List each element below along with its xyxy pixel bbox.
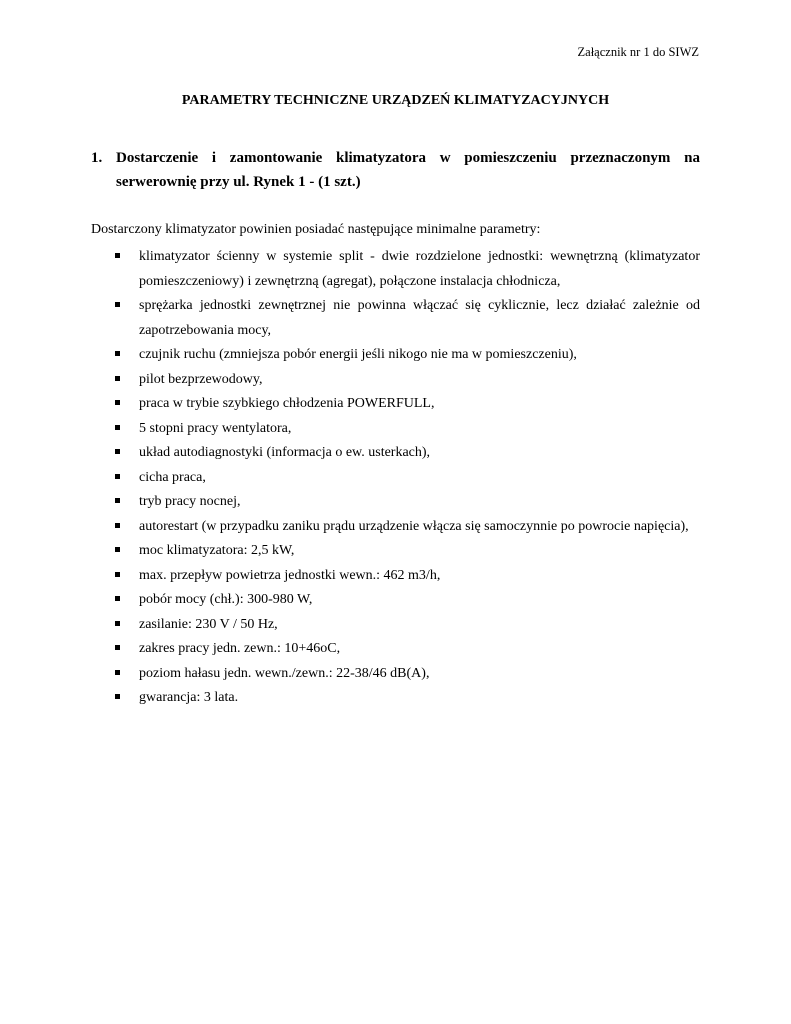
list-item-text: klimatyzator ścienny w systemie split - dwie rozdzielone jednostki: wewnętrzną (klimatyzator pomieszczeniowy) i zewnętrzną (agregat), połączone instalacja chłodnicza, [139,249,700,289]
list-item [91,368,700,393]
list-item [91,245,700,294]
square-bullet-icon [115,474,120,479]
square-bullet-icon [115,302,120,307]
list-item [91,515,700,540]
square-bullet-icon [115,596,120,601]
list-item-text: 5 stopni pracy wentylatora, [139,420,292,436]
document-title: PARAMETRY TECHNICZNE URZĄDZEŃ KLIMATYZACYJNYCH [181,93,610,108]
section-heading-text: Dostarczenie i zamontowanie klimatyzatora w pomieszczeniu przeznaczonym na serwerownię przy ul. Rynek 1 - (1 szt.) [116,150,700,190]
parameter-list [91,245,700,711]
square-bullet-icon [115,376,120,381]
section-heading [91,146,700,194]
list-item [91,392,700,417]
list-item [91,539,700,564]
list-item [91,417,700,442]
list-item [91,441,700,466]
section-number: 1. [91,150,103,166]
list-item-text: pilot bezprzewodowy, [139,371,263,387]
square-bullet-icon [115,253,120,258]
list-item-text: praca w trybie szybkiego chłodzenia POWERFULL, [139,396,435,411]
list-item-text: autorestart (w przypadku zaniku prądu urządzenie włącza się samoczynnie po powrocie napięcia), [139,518,689,534]
square-bullet-icon [115,572,120,577]
list-item [91,613,700,638]
list-item-text: moc klimatyzatora: 2,5 kW, [139,543,295,558]
square-bullet-icon [115,400,120,405]
square-bullet-icon [115,645,120,650]
square-bullet-icon [115,425,120,430]
list-item-text: sprężarka jednostki zewnętrznej nie powinna włączać się cyklicznie, lecz działać zależnie od zapotrzebowania mocy, [139,298,700,338]
list-item [91,662,700,687]
list-item-text: gwarancja: 3 lata. [139,690,239,705]
square-bullet-icon [115,449,120,454]
square-bullet-icon [115,547,120,552]
list-item-text: max. przepływ powietrza jednostki wewn.: 462 m3/h, [139,567,441,583]
attachment-label: Załącznik nr 1 do SIWZ [577,45,699,59]
list-item-text: zakres pracy jedn. zewn.: 10+46oC, [139,641,341,656]
list-item-text: tryb pracy nocnej, [139,494,241,509]
list-item [91,490,700,515]
list-item-text: zasilanie: 230 V / 50 Hz, [139,616,278,632]
list-item-text: układ autodiagnostyki (informacja o ew. usterkach), [139,445,431,460]
list-item [91,294,700,343]
square-bullet-icon [115,621,120,626]
square-bullet-icon [115,498,120,503]
list-item [91,686,700,711]
list-item-text: pobór mocy (chł.): 300-980 W, [139,592,313,607]
list-item-text: poziom hałasu jedn. wewn./zewn.: 22-38/46 dB(A), [139,665,430,681]
square-bullet-icon [115,670,120,675]
list-item [91,588,700,613]
intro-paragraph: Dostarczony klimatyzator powinien posiadać następujące minimalne parametry: [91,222,541,237]
square-bullet-icon [115,351,120,356]
list-item [91,564,700,589]
list-item [91,466,700,491]
list-item-text: cicha praca, [139,469,206,485]
square-bullet-icon [115,694,120,699]
square-bullet-icon [115,523,120,528]
list-item [91,637,700,662]
list-item-text: czujnik ruchu (zmniejsza pobór energii jeśli nikogo nie ma w pomieszczeniu), [139,347,577,362]
list-item [91,343,700,368]
